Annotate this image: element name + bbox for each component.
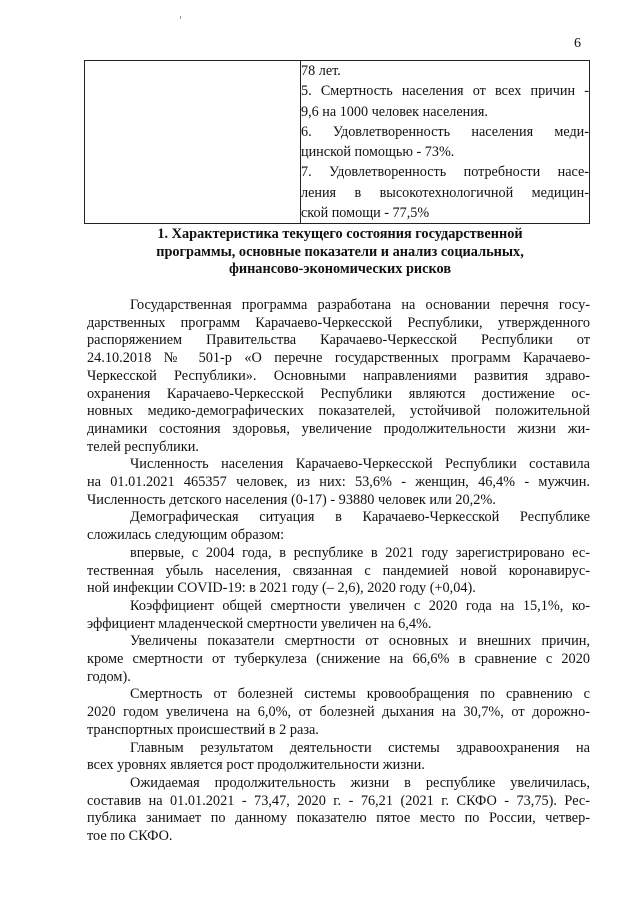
paragraph-line: Численность населения Карачаево-Черкесской Республики составила — [130, 456, 590, 473]
paragraph-line: сложилась следующим образом: — [87, 527, 285, 544]
paragraph-line: ной инфекции COVID-19: в 2021 году (– 2,6), 2020 году (+0,04). — [87, 580, 476, 597]
paragraph — [87, 297, 590, 456]
paragraph-line: охранения Карачаево-Черкесской Республики являются достижение ос- — [87, 385, 590, 402]
paragraph-line: распоряжением Правительства Карачаево-Черкесской Республики от — [87, 332, 590, 349]
document-body — [87, 297, 590, 846]
paragraph-line: Увеличены показатели смертности от основных и внешних причин, — [130, 633, 590, 650]
paragraph-line: динамики состояния здоровья, увеличение продолжительности жизни жи- — [87, 420, 590, 437]
paragraph-line: кроме смертности от туберкулеза (снижение на 66,6% в сравнение с 2020 — [87, 651, 590, 668]
paragraph-line: Главным результатом деятельности системы здравоохранения на — [130, 739, 590, 756]
paragraph-line: дарственных программ Карачаево-Черкесской Республики, утвержденного — [87, 314, 590, 331]
section-heading-line: 1. Характеристика текущего состояния государственной — [157, 226, 523, 242]
paragraph — [87, 686, 590, 739]
table-cell-line: цинской помощью - 73%. — [301, 144, 455, 161]
page-number: 6 — [574, 36, 581, 51]
paragraph-line: 24.10.2018 № 501-р «О перечне государственных программ Карачаево- — [87, 350, 590, 367]
section-heading — [100, 226, 580, 279]
table-left-cell — [85, 61, 301, 224]
table-cell-line: ления в высокотехнологичной медицин- — [301, 184, 589, 201]
table-cell-line: 7. Удовлетворенность потребности насе- — [301, 164, 589, 181]
paragraph — [87, 633, 590, 686]
paragraph-line: Ожидаемая продолжительность жизни в республике увеличилась, — [130, 774, 590, 791]
table-cell-line: 78 лет. — [301, 63, 341, 79]
paragraph-line: составив на 01.01.2021 - 73,47, 2020 г. - 76,21 (2021 г. СКФО - 73,75). Рес- — [87, 792, 590, 809]
section-heading-line: программы, основные показатели и анализ социальных, — [156, 243, 524, 260]
paragraph-line: Коэффициент общей смертности увеличен с 2020 года на 15,1%, ко- — [130, 597, 590, 614]
indicators-table — [84, 60, 590, 224]
table-cell-line: 5. Смертность населения от всех причин - — [301, 83, 589, 100]
paragraph — [87, 775, 590, 846]
paragraph-line: тественная убыль населения, связанная с пандемией новой коронавирус- — [87, 562, 590, 579]
paragraph-line: Демографическая ситуация в Карачаево-Черкесской Республике — [130, 509, 590, 526]
paragraph-line: тое по СКФО. — [87, 828, 173, 845]
paragraph — [87, 545, 590, 598]
paragraph — [87, 740, 590, 775]
section-heading-line: финансово-экономических рисков — [228, 261, 452, 277]
paragraph-line: эффициент младенческой смертности увеличен на 6,4%. — [87, 615, 432, 632]
table-cell-line: 6. Удовлетворенность населения меди- — [301, 123, 589, 140]
paragraph-line: Численность детского населения (0-17) - 93880 человек или 20,2%. — [87, 491, 496, 508]
table-cell-line: 9,6 на 1000 человек населения. — [301, 103, 488, 120]
paragraph-line: новных медико-демографических показателей, устойчивой положительной — [87, 403, 590, 420]
paragraph-line: телей республики. — [87, 438, 199, 455]
paragraph-line: впервые, с 2004 года, в республике в 2021 году зарегистрировано ес- — [130, 544, 590, 561]
paragraph-line: транспортных происшествий в 2 раза. — [87, 721, 319, 738]
paragraph — [87, 598, 590, 633]
paragraph-line: 2020 годом увеличена на 6,0%, от болезней дыхания на 30,7%, от дорожно- — [87, 704, 590, 721]
paragraph-line: Смертность от болезней системы кровообращения по сравнению с — [130, 686, 590, 703]
paragraph — [87, 456, 590, 509]
table-cell-line: ской помощи - 77,5% — [301, 205, 430, 222]
paragraph-line: публика занимает по данному показателю пятое место по России, четвер- — [87, 810, 590, 827]
table-right-cell — [301, 61, 590, 224]
paragraph-line: Черкесской Республики». Основными направлениями развития здраво- — [87, 367, 590, 384]
paragraph-line: годом). — [87, 668, 131, 685]
paragraph-line: всех уровнях является рост продолжительности жизни. — [87, 757, 425, 774]
scan-mark — [180, 16, 181, 19]
paragraph — [87, 509, 590, 544]
table-row — [85, 61, 590, 224]
paragraph-line: Государственная программа разработана на основании перечня госу- — [130, 297, 590, 313]
paragraph-line: на 01.01.2021 465357 человек, из них: 53,6% - женщин, 46,4% - мужчин. — [87, 474, 590, 491]
